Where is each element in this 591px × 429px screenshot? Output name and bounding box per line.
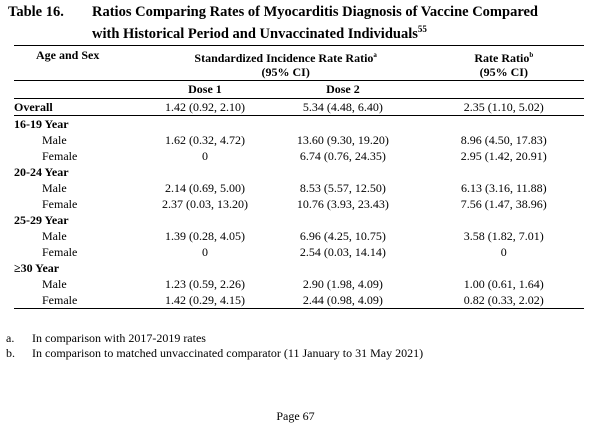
- table-row: [14, 212, 584, 228]
- dose-1-value: 0: [201, 149, 208, 163]
- header-blank: [14, 81, 148, 99]
- rate-ratio-value: [424, 212, 584, 228]
- table-row: [14, 244, 584, 260]
- dose-2-value: [262, 116, 423, 133]
- header-rr: [424, 46, 584, 81]
- rate-ratio-value: 3.58 (1.82, 7.01): [463, 229, 544, 243]
- table-row: [14, 99, 584, 116]
- table-row: [14, 260, 584, 276]
- row-label: ≥30 Year: [14, 261, 60, 275]
- row-label: Female: [42, 197, 78, 211]
- row-label: 16-19 Year: [14, 117, 69, 131]
- rate-ratio-value: 8.96 (4.50, 17.83): [460, 133, 547, 147]
- table-row: [14, 228, 584, 244]
- title-reference: 55: [417, 24, 427, 34]
- row-label: Male: [42, 181, 67, 195]
- table-row: [14, 116, 584, 133]
- rate-ratio-value: [424, 164, 584, 180]
- row-label: Female: [42, 293, 78, 307]
- dose-2-value: 8.53 (5.57, 12.50): [299, 181, 386, 195]
- row-label: 20-24 Year: [14, 165, 69, 179]
- table-row: [14, 180, 584, 196]
- rate-ratio-value: 7.56 (1.47, 38.96): [460, 197, 547, 211]
- header-dose-2: Dose 2: [326, 82, 360, 96]
- row-label: Male: [42, 133, 67, 147]
- dose-2-value: 2.44 (0.98, 4.09): [302, 293, 383, 307]
- header-rr-ci: (95% CI): [479, 65, 528, 79]
- row-label: Female: [42, 149, 78, 163]
- page-number: Page 67: [276, 409, 315, 423]
- table-row: [14, 132, 584, 148]
- dose-1-value: 0: [201, 245, 208, 259]
- dose-2-value: 5.34 (4.48, 6.40): [302, 100, 383, 114]
- dose-1-value: 1.39 (0.28, 4.05): [164, 229, 245, 243]
- dose-2-value: 2.54 (0.03, 14.14): [299, 245, 386, 259]
- header-sir-label: Standardized Incidence Rate Ratio: [194, 51, 374, 65]
- row-label: Overall: [14, 100, 53, 114]
- row-label: Male: [42, 277, 67, 291]
- table-row: [14, 148, 584, 164]
- table-notes: [6, 331, 423, 361]
- table-row: [14, 196, 584, 212]
- dose-1-value: 1.42 (0.92, 2.10): [164, 100, 245, 114]
- table-title: [8, 4, 583, 43]
- header-row-2: [14, 81, 584, 99]
- header-sir: [148, 46, 424, 81]
- table-row: [14, 164, 584, 180]
- table-row: [14, 276, 584, 292]
- header-row-1: [14, 46, 584, 81]
- row-label: Female: [42, 245, 78, 259]
- dose-1-value: [148, 164, 262, 180]
- table-number: Table 16.: [8, 4, 64, 20]
- header-age-sex: Age and Sex: [36, 48, 100, 62]
- dose-1-value: [148, 116, 262, 133]
- dose-2-value: 6.74 (0.76, 24.35): [299, 149, 386, 163]
- note-a: [6, 331, 423, 346]
- dose-1-value: [148, 212, 262, 228]
- title-line-1: Ratios Comparing Rates of Myocarditis Diagnosis of Vaccine Compared: [92, 4, 538, 20]
- rate-ratio-value: 2.35 (1.10, 5.02): [463, 100, 544, 114]
- row-label: Male: [42, 229, 67, 243]
- rate-ratio-value: [424, 260, 584, 276]
- table-row: [14, 292, 584, 309]
- table-body: [14, 99, 584, 309]
- dose-2-value: [262, 260, 423, 276]
- note-b-text: In comparison to matched unvaccinated comparator (11 January to 31 May 2021): [32, 346, 424, 360]
- dose-2-value: 6.96 (4.25, 10.75): [299, 229, 386, 243]
- header-sir-mark: a: [373, 51, 377, 59]
- header-blank-rr: [424, 81, 584, 99]
- dose-1-value: [148, 260, 262, 276]
- header-rr-mark: b: [529, 51, 534, 59]
- rate-ratio-value: 0.82 (0.33, 2.02): [463, 293, 544, 307]
- dose-2-value: [262, 164, 423, 180]
- dose-1-value: 1.62 (0.32, 4.72): [164, 133, 245, 147]
- title-line-2: [8, 21, 583, 43]
- note-b: [6, 346, 423, 361]
- dose-1-value: 2.14 (0.69, 5.00): [164, 181, 245, 195]
- dose-1-value: 1.23 (0.59, 2.26): [164, 277, 245, 291]
- header-sir-ci: (95% CI): [261, 65, 310, 79]
- dose-2-value: 10.76 (3.93, 23.43): [296, 197, 389, 211]
- dose-1-value: 2.37 (0.03, 13.20): [161, 197, 248, 211]
- rate-ratio-value: 6.13 (3.16, 11.88): [461, 181, 547, 195]
- dose-2-value: 13.60 (9.30, 19.20): [296, 133, 389, 147]
- note-a-text: In comparison with 2017-2019 rates: [32, 331, 206, 345]
- note-b-mark: b.: [6, 346, 15, 360]
- rate-ratio-value: 1.00 (0.61, 1.64): [463, 277, 544, 291]
- dose-2-value: [262, 212, 423, 228]
- dose-1-value: 1.42 (0.29, 4.15): [164, 293, 245, 307]
- title-line-2-text: with Historical Period and Unvaccinated Individuals: [92, 25, 418, 42]
- header-dose-1: Dose 1: [188, 82, 222, 96]
- rate-ratio-value: [424, 116, 584, 133]
- dose-2-value: 2.90 (1.98, 4.09): [302, 277, 383, 291]
- rate-ratio-value: 2.95 (1.42, 20.91): [460, 149, 547, 163]
- rate-ratio-value: 0: [500, 245, 507, 259]
- header-rr-label: Rate Ratio: [474, 51, 530, 65]
- row-label: 25-29 Year: [14, 213, 69, 227]
- myocarditis-ratio-table: [14, 45, 584, 309]
- note-a-mark: a.: [6, 331, 15, 345]
